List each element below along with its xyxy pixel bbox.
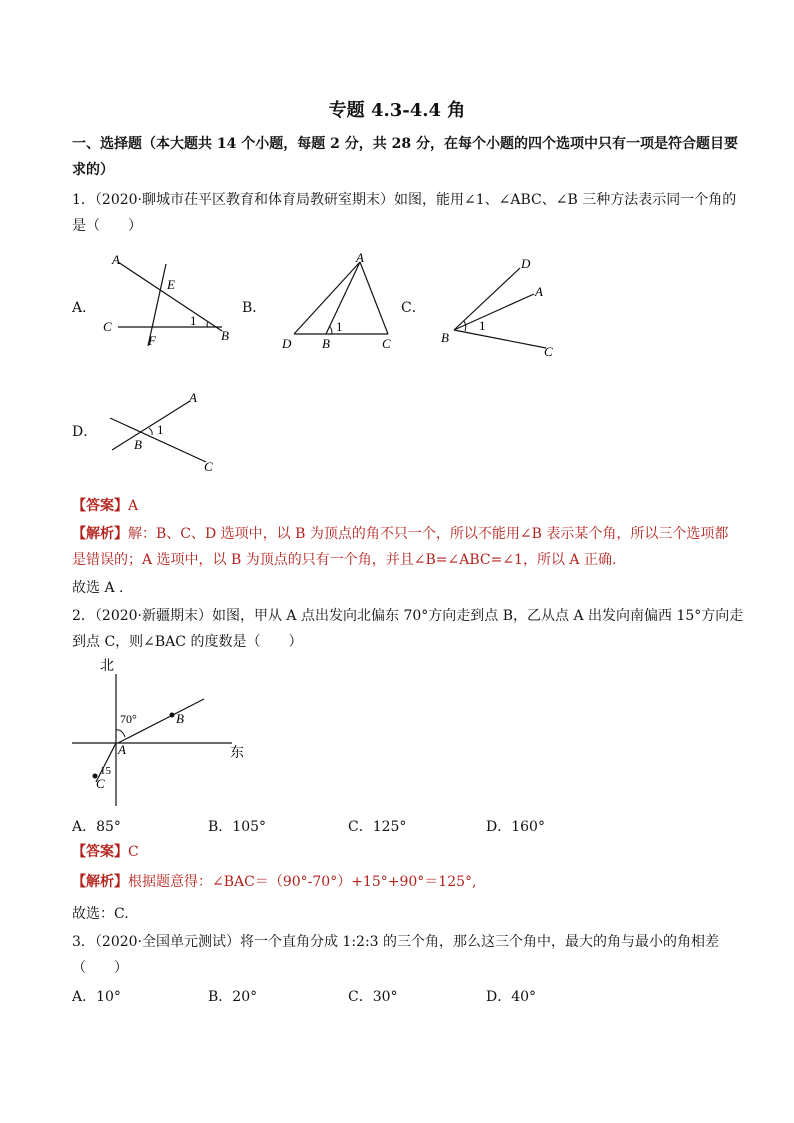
q2-direction-figure <box>66 654 266 808</box>
q3-option-d: D．40° <box>486 989 537 1005</box>
q2-option-a: A．85° <box>72 819 121 835</box>
q1-figure-d <box>100 386 230 478</box>
north-label: 北 <box>100 659 114 674</box>
question-3-line1: 3．（2020·全国单元测试）将一个直角分成 1:2:3 的三个角，那么这三个角中，最大的角与最小的角相差 <box>72 934 720 950</box>
q1-option-c-label: C． <box>401 300 426 316</box>
q2-conclusion: 故选：C. <box>72 906 129 922</box>
label-c: C <box>204 459 213 474</box>
angle-70-label: 70° <box>120 712 137 726</box>
answer-value: C <box>128 844 139 860</box>
section-heading-line2: 求的） <box>72 162 114 178</box>
label-a: A <box>535 284 543 299</box>
q3-option-c: C．30° <box>348 989 398 1005</box>
label-b: B <box>176 711 184 726</box>
label-angle-1: 1 <box>157 422 164 437</box>
q2-option-b: B．105° <box>208 819 267 835</box>
q1-option-d-label: D． <box>72 424 98 440</box>
label-d: D <box>282 336 292 351</box>
analysis-text: 解：B、C、D 选项中，以 B 为顶点的角不只一个，所以不能用∠B 表示某个角，所以三个选项都 <box>128 526 729 542</box>
q1-analysis-line2: 是错误的；A 选项中，以 B 为顶点的只有一个角，并且∠B=∠ABC=∠1，所以 A 正确. <box>72 552 617 568</box>
east-label: 东 <box>230 746 244 761</box>
label-f: F <box>148 333 156 348</box>
q1-option-a-label: A． <box>72 300 97 316</box>
label-c: C <box>103 319 112 334</box>
label-e: E <box>167 277 175 292</box>
label-b: B <box>134 437 142 452</box>
answer-label: 【答案】 <box>72 498 128 514</box>
q1-option-b-label: B． <box>242 300 267 316</box>
label-c: C <box>382 336 391 351</box>
analysis-label: 【解析】 <box>72 526 128 542</box>
q3-option-a: A．10° <box>72 989 121 1005</box>
answer-value: A <box>128 498 139 514</box>
q1-analysis-line1 <box>72 524 728 544</box>
label-b: B <box>221 328 229 343</box>
label-c: C <box>544 344 553 359</box>
q3-option-b: B．20° <box>208 989 258 1005</box>
label-angle-1: 1 <box>190 313 197 328</box>
analysis-label: 【解析】 <box>72 874 128 890</box>
page-title: 专题 4.3-4.4 角 <box>328 100 466 121</box>
label-angle-1: 1 <box>479 318 486 333</box>
label-a: A <box>189 390 197 405</box>
q2-option-d: D．160° <box>486 819 545 835</box>
question-1-line2: 是（ ） <box>72 218 142 234</box>
q2-analysis <box>72 872 476 892</box>
analysis-text: 根据题意得：∠BAC＝（90°-70°）+15°+90°＝125°, <box>128 874 477 890</box>
question-2-line2: 到点 C，则∠BAC 的度数是（ ） <box>72 634 303 650</box>
label-d: D <box>521 256 531 271</box>
q1-figure-a <box>90 248 240 350</box>
question-2-line1: 2．（2020·新疆期末）如图，甲从 A 点出发向北偏东 70°方向走到点 B，乙从点 A 出发向南偏西 15°方向走 <box>72 608 744 624</box>
question-1-line1: 1．（2020·聊城市茌平区教育和体育局教研室期末）如图，能用∠1、∠ABC、∠B 三种方法表示同一个角的 <box>72 192 737 208</box>
label-b: B <box>322 336 330 351</box>
q1-conclusion: 故选 A . <box>72 580 124 596</box>
answer-label: 【答案】 <box>72 844 128 860</box>
question-3-line2: （ ） <box>72 960 128 976</box>
label-c: C <box>96 776 105 791</box>
label-b: B <box>441 330 449 345</box>
q2-option-c: C．125° <box>348 819 407 835</box>
angle-15-label: 15 <box>100 765 111 777</box>
q1-figure-b <box>276 248 406 352</box>
label-a: A <box>356 250 364 265</box>
q1-figure-c <box>434 252 564 360</box>
label-a: A <box>118 742 126 757</box>
section-heading-line1: 一、选择题（本大题共 14 个小题，每题 2 分，共 28 分，在每个小题的四个选项中只有一项是符合题目要 <box>72 136 738 152</box>
q1-answer <box>72 496 138 516</box>
q2-answer <box>72 842 139 862</box>
label-a: A <box>112 252 120 267</box>
label-angle-1: 1 <box>336 319 343 334</box>
